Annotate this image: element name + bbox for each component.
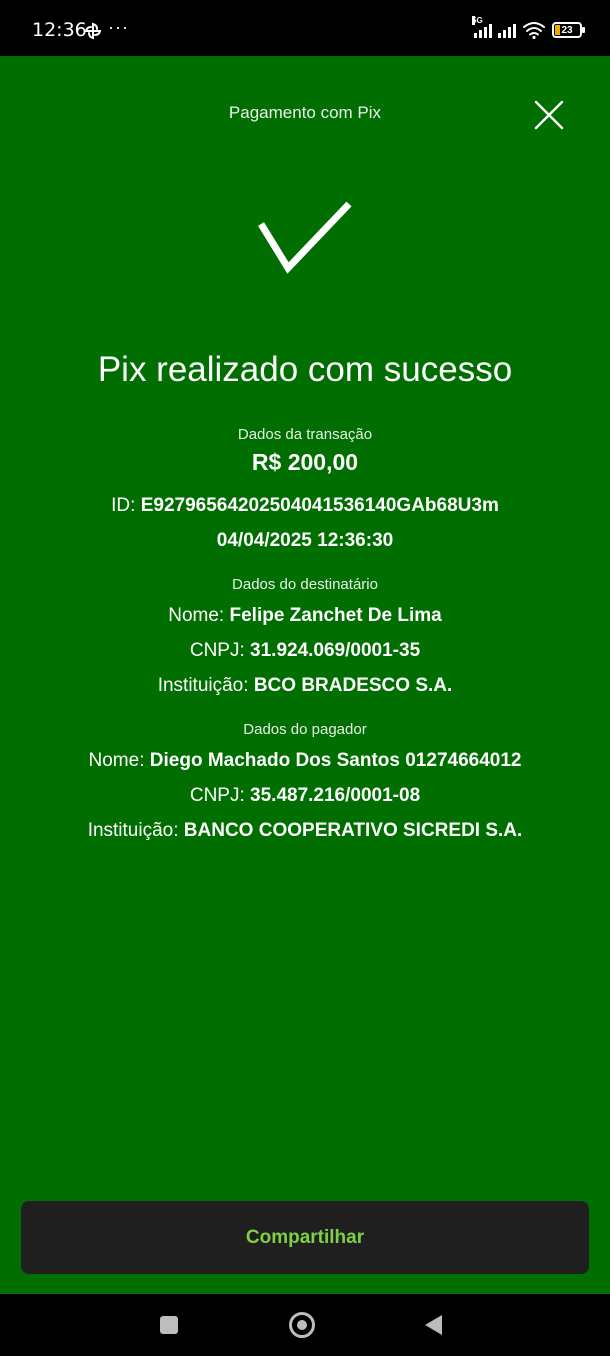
status-icons — [472, 16, 582, 40]
recipient-section-label: Dados do destinatário — [232, 576, 378, 593]
payer-section-label: Dados do pagador — [243, 721, 367, 738]
recipient-institution — [0, 675, 610, 697]
success-headline: Pix realizado com sucesso — [97, 350, 513, 389]
transaction-id-label: ID: — [111, 495, 136, 516]
payer-name-label: Nome: — [88, 750, 145, 771]
payer-cnpj-label: CNPJ: — [189, 785, 245, 806]
status-more-icon: ··· — [108, 17, 129, 37]
share-button[interactable] — [21, 1201, 589, 1274]
status-bar — [0, 0, 610, 56]
signal-icon-2 — [498, 22, 516, 38]
recipient-institution-label: Instituição: — [157, 675, 249, 696]
close-icon[interactable] — [530, 96, 568, 134]
recent-apps-icon[interactable] — [160, 1316, 178, 1334]
payer-institution — [0, 820, 610, 842]
back-icon[interactable] — [425, 1315, 442, 1335]
checkmark-icon — [255, 196, 355, 276]
recipient-name-value: Felipe Zanchet De Lima — [229, 605, 442, 626]
payer-institution-label: Instituição: — [87, 820, 179, 841]
status-time: 12:36 — [32, 19, 87, 41]
transaction-datetime — [0, 530, 610, 552]
recipient-cnpj-label: CNPJ: — [189, 640, 245, 661]
payer-name — [0, 750, 610, 772]
page-title: Pagamento com Pix — [228, 103, 382, 122]
recipient-cnpj-value: 31.924.069/0001-35 — [250, 640, 421, 661]
recipient-cnpj — [0, 640, 610, 662]
payer-name-value: Diego Machado Dos Santos 01274664012 — [149, 750, 522, 771]
payer-institution-value: BANCO COOPERATIVO SICREDI S.A. — [183, 820, 523, 841]
payer-cnpj — [0, 785, 610, 807]
recipient-name-label: Nome: — [168, 605, 225, 626]
payment-success-screen — [0, 56, 610, 1294]
recipient-institution-value: BCO BRADESCO S.A. — [253, 675, 453, 696]
payer-cnpj-value: 35.487.216/0001-08 — [250, 785, 421, 806]
navigation-bar — [0, 1294, 610, 1356]
battery-icon — [552, 22, 582, 38]
wifi-icon — [522, 21, 546, 39]
transaction-id — [0, 495, 610, 517]
battery-level: 23 — [561, 24, 573, 36]
recipient-name — [0, 605, 610, 627]
transaction-section-label: Dados da transação — [237, 426, 373, 443]
transaction-amount: R$ 200,00 — [251, 449, 359, 475]
share-button-label: Compartilhar — [245, 1226, 365, 1248]
signal-icon — [472, 16, 492, 38]
home-icon[interactable] — [289, 1312, 315, 1338]
network-label: 5G — [472, 16, 483, 25]
pinwheel-icon — [84, 22, 102, 40]
transaction-id-value: E92796564202504041536140GAb68U3m — [140, 495, 499, 516]
transaction-datetime-value: 04/04/2025 12:36:30 — [216, 530, 394, 551]
